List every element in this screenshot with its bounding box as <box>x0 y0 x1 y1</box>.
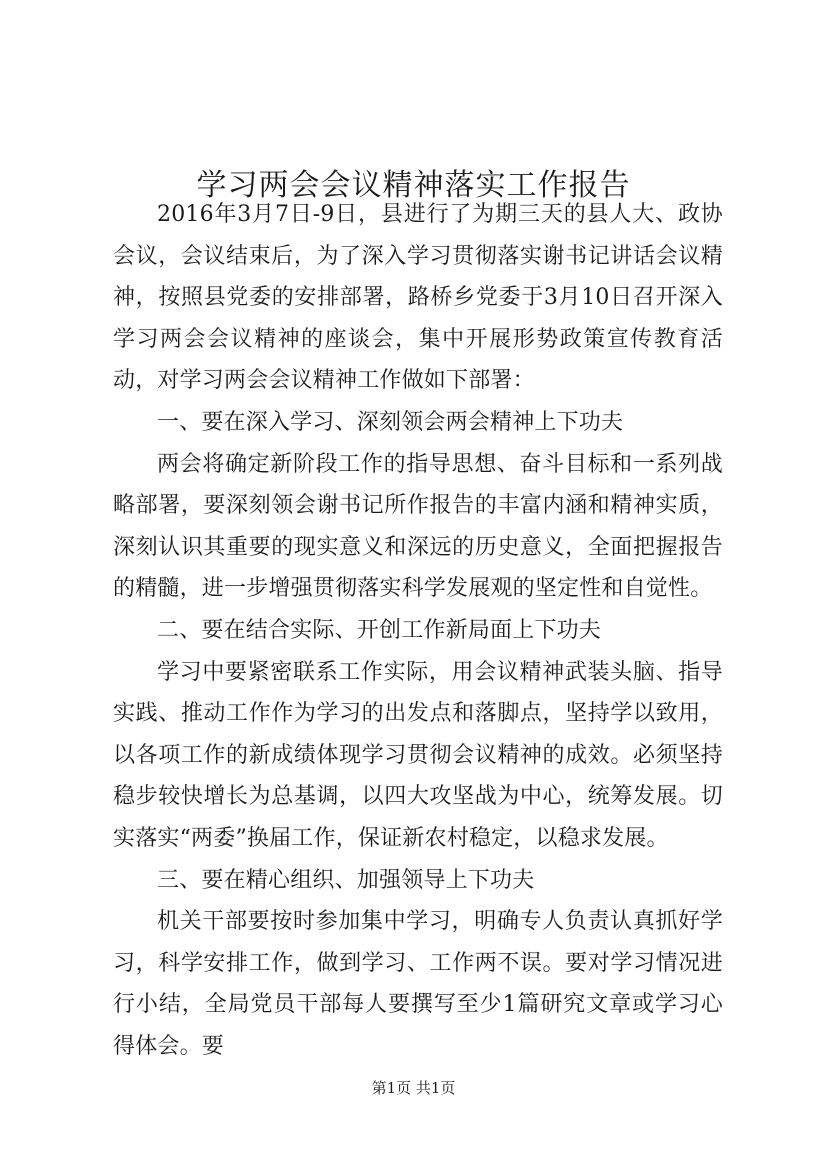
paragraph-intro: 2016年3月7日-9日，县进行了为期三天的县人大、政协会议，会议结束后，为了深入学习贯彻落实谢书记讲话会议精神，按照县党委的安排部署，路桥乡党委于3月10日召开深入学习两会会议精神的座谈会，集中开展形势政策宣传教育活动，对学习两会会议精神工作做如下部署： <box>113 202 723 394</box>
document-body <box>113 194 723 1067</box>
paragraph-section-1: 两会将确定新阶段工作的指导思想、奋斗目标和一系列战略部署，要深刻领会谢书记所作报告的丰富内涵和精神实质，深刻认识其重要的现实意义和深远的历史意义，全面把握报告的精髓，进一步增强贯彻落实科学发展观的坚定性和自觉性。 <box>113 451 723 602</box>
paragraph-section-2: 学习中要紧密联系工作实际，用会议精神武装头脑、指导实践、推动工作作为学习的出发点和落脚点，坚持学以致用，以各项工作的新成绩体现学习贯彻会议精神的成效。必须坚持稳步较快增长为总基调，以四大攻坚战为中心，统筹发展。切实落实“两委”换届工作，保证新农村稳定，以稳求发展。 <box>113 659 723 851</box>
document-title: 学习两会会议精神落实工作报告 <box>196 168 631 204</box>
section-heading-1: 一、要在深入学习、深刻领会两会精神上下功夫 <box>157 409 624 435</box>
page-number-footer: 第1页 共1页 <box>371 1079 456 1097</box>
section-heading-3: 三、要在精心组织、加强领导上下功夫 <box>157 867 535 893</box>
paragraph-section-3: 机关干部要按时参加集中学习，明确专人负责认真抓好学习，科学安排工作，做到学习、工作两不误。要对学习情况进行小结，全局党员干部每人要撰写至少1篇研究文章或学习心得体会。要 <box>113 909 723 1059</box>
section-heading-2: 二、要在结合实际、开创工作新局面上下功夫 <box>157 617 602 643</box>
